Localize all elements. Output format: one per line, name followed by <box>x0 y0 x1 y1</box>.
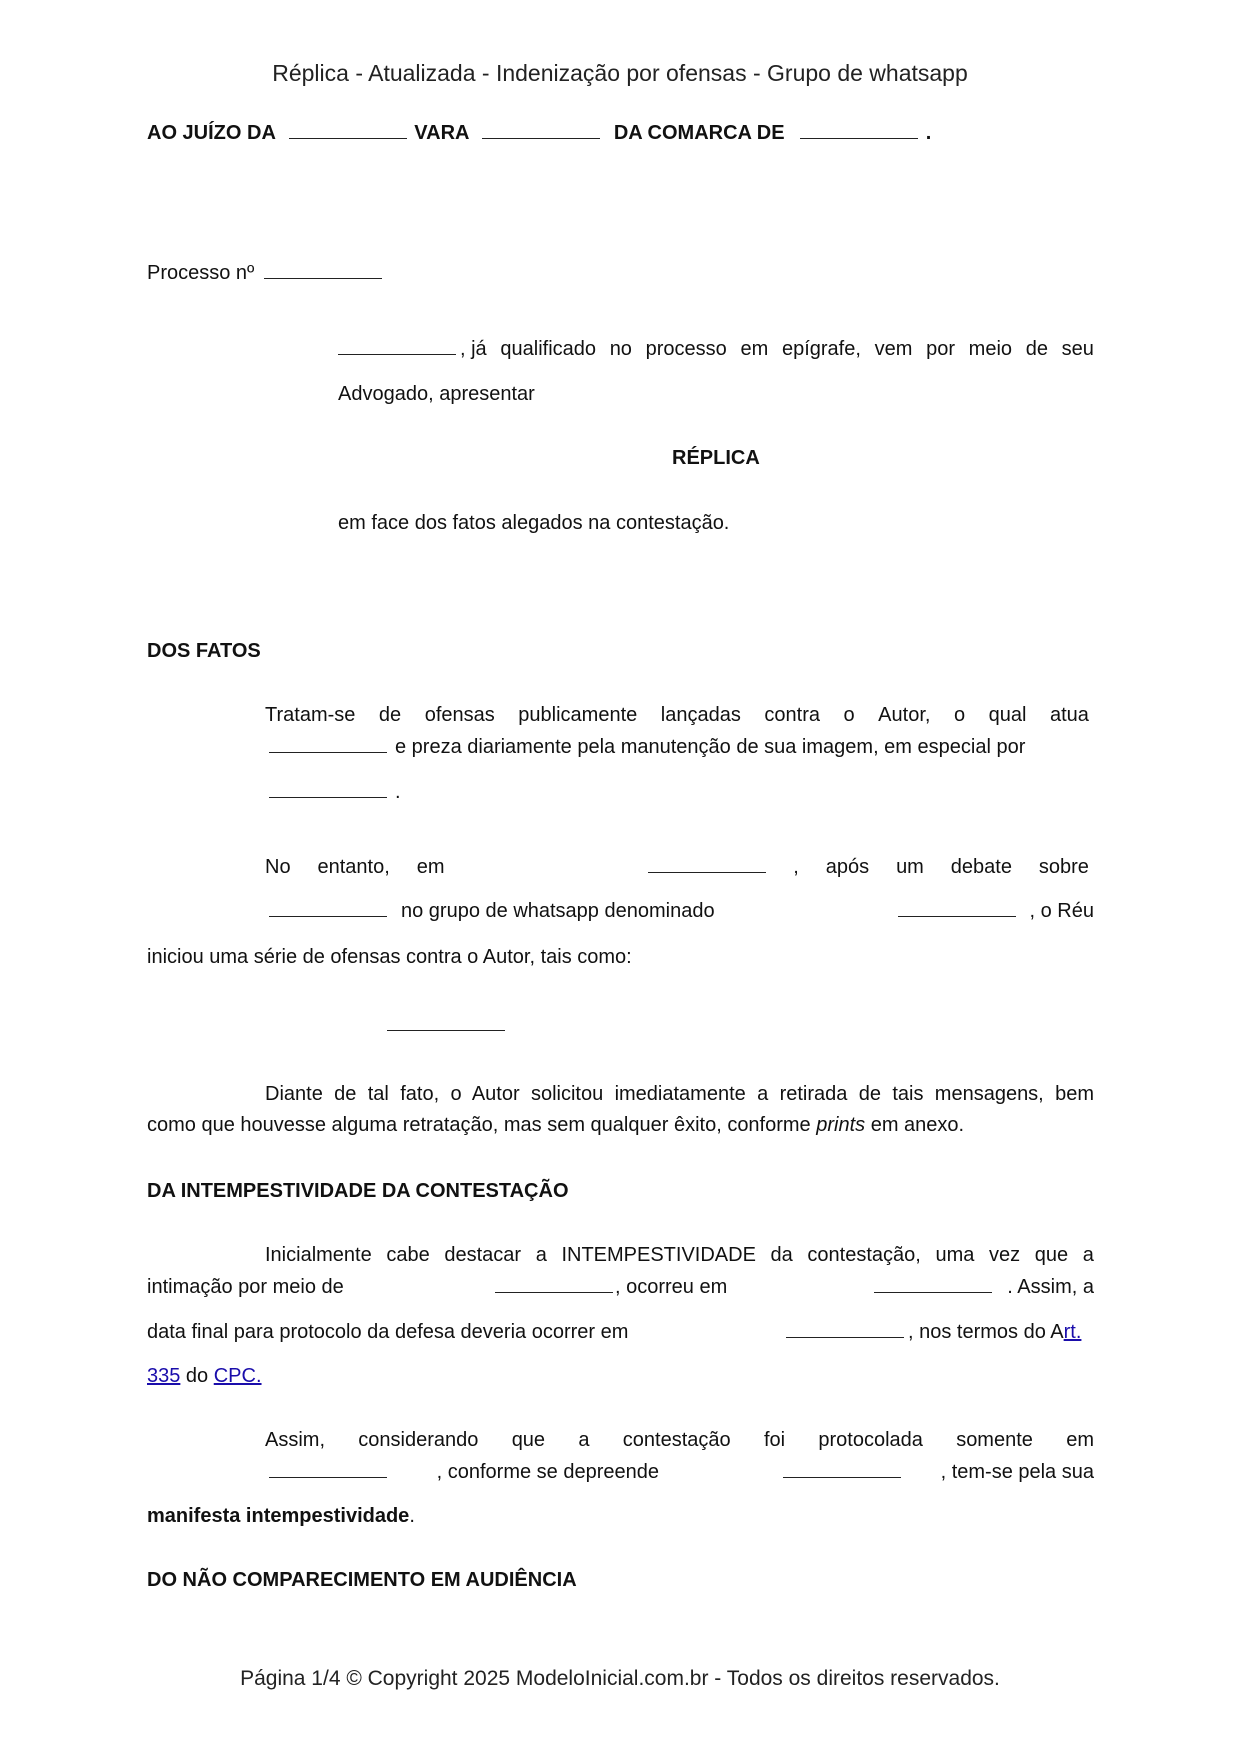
text: . <box>409 1505 415 1527</box>
text: em anexo. <box>865 1114 965 1136</box>
blank-field <box>898 901 1016 917</box>
blank-field <box>800 123 918 139</box>
intemp-p1-line-3-a: data final para protocolo da defesa deveria ocorrer em <box>147 1321 629 1343</box>
blank-field <box>786 1322 904 1338</box>
blank-field <box>783 1462 901 1478</box>
blank-field <box>264 263 382 279</box>
word: um <box>896 856 924 878</box>
word: o <box>953 704 966 726</box>
word: vez <box>989 1244 1021 1266</box>
intemp-p1-line-1 <box>265 1244 1094 1267</box>
word: entanto, <box>317 856 390 878</box>
text: e preza diariamente pela manutenção de sua imagem, em especial por <box>395 736 1026 758</box>
word: Autor, <box>878 704 931 726</box>
fatos-p2-line-2 <box>269 900 1094 923</box>
word: após <box>825 856 870 878</box>
text: , tem-se pela sua <box>940 1461 1094 1483</box>
fatos-p1-line-1 <box>265 704 1089 727</box>
blank-field <box>387 1030 505 1031</box>
intemp-p2-line-3 <box>147 1505 415 1528</box>
address-juizo: AO JUÍZO DA <box>147 122 276 144</box>
word: qualificado <box>500 338 596 360</box>
word: ofensas <box>424 704 495 726</box>
intemp-p2-line-2-a <box>269 1461 659 1484</box>
blank-field <box>269 901 387 917</box>
intro-line-1 <box>338 338 1094 361</box>
word: Assim, <box>265 1429 325 1451</box>
word: debate <box>950 856 1012 878</box>
document-title: RÉPLICA <box>672 447 760 469</box>
intro-line-2: Advogado, apresentar <box>338 383 535 405</box>
fatos-p1-line-3 <box>269 781 401 804</box>
address-comarca: DA COMARCA DE <box>613 122 785 144</box>
intemp-p1-line-4 <box>147 1365 262 1388</box>
fatos-p3-line-2 <box>147 1114 964 1137</box>
text: . <box>395 781 401 803</box>
blank-field <box>495 1277 613 1293</box>
word: Inicialmente <box>265 1244 372 1266</box>
section-heading-intempestividade: DA INTEMPESTIVIDADE DA CONTESTAÇÃO <box>147 1180 569 1202</box>
word: em <box>1066 1429 1094 1451</box>
intemp-p2-line-2-b <box>783 1461 1094 1484</box>
word: a <box>578 1429 590 1451</box>
processo-line <box>147 262 382 285</box>
word: contestação, <box>807 1244 921 1266</box>
address-line <box>147 122 931 145</box>
blank-field <box>269 1462 387 1478</box>
text: , o Réu <box>1029 900 1094 922</box>
fatos-p1-line-2 <box>269 736 1025 759</box>
section-heading-comparecimento: DO NÃO COMPARECIMENTO EM AUDIÊNCIA <box>147 1569 577 1591</box>
page-footer: Página 1/4 © Copyright 2025 ModeloInicial.com.br - Todos os direitos reservados. <box>240 1667 1000 1690</box>
word: a <box>1082 1244 1094 1266</box>
intro-line-3: em face dos fatos alegados na contestação. <box>338 512 730 534</box>
blank-field <box>269 737 387 753</box>
word: em <box>740 338 769 360</box>
processo-label: Processo nº <box>147 262 255 284</box>
word: , <box>793 856 799 878</box>
word: processo <box>645 338 727 360</box>
word: lançadas <box>660 704 741 726</box>
word: vem <box>874 338 913 360</box>
intemp-p1-line-2-c <box>874 1276 1094 1299</box>
word: atua <box>1049 704 1089 726</box>
word: No <box>265 856 291 878</box>
text: , conforme se depreende <box>436 1461 659 1483</box>
text: , nos termos do A <box>908 1321 1064 1343</box>
word: que <box>1034 1244 1069 1266</box>
text: do <box>180 1365 214 1387</box>
blank-field <box>289 123 407 139</box>
intemp-p1-line-3-b <box>786 1321 1081 1344</box>
blank-field <box>482 123 600 139</box>
word: da <box>770 1244 793 1266</box>
italic-text: prints <box>816 1114 866 1136</box>
word: cabe <box>386 1244 430 1266</box>
text: como que houvesse alguma retratação, mas sem qualquer êxito, conforme <box>147 1114 817 1136</box>
word: publicamente <box>518 704 638 726</box>
art-link[interactable]: rt. <box>1063 1321 1082 1343</box>
word: destacar <box>444 1244 522 1266</box>
blank-field <box>269 782 387 798</box>
word: somente <box>956 1429 1033 1451</box>
art-335-link[interactable]: 335 <box>147 1365 181 1387</box>
page-header: Réplica - Atualizada - Indenização por ofensas - Grupo de whatsapp <box>272 60 968 86</box>
word: por <box>926 338 955 360</box>
word: epígrafe, <box>781 338 861 360</box>
section-heading-fatos: DOS FATOS <box>147 640 261 662</box>
intemp-p2-line-1 <box>265 1429 1094 1452</box>
intemp-p1-line-2-a: intimação por meio de <box>147 1276 344 1298</box>
fatos-p2-line-3: iniciou uma série de ofensas contra o Autor, tais como: <box>147 946 632 968</box>
word: considerando <box>358 1429 479 1451</box>
word: no <box>609 338 632 360</box>
text: . Assim, a <box>1007 1276 1094 1298</box>
word: o <box>843 704 855 726</box>
text: no grupo de whatsapp denominado <box>401 900 715 922</box>
text: , ocorreu em <box>615 1276 728 1298</box>
address-end: . <box>925 122 932 144</box>
word: a <box>535 1244 547 1266</box>
word: qual <box>988 704 1027 726</box>
word: protocolada <box>818 1429 923 1451</box>
blank-field <box>648 857 766 873</box>
word: contra <box>764 704 820 726</box>
fatos-p2-line-1 <box>265 856 1089 879</box>
cpc-link[interactable]: CPC. <box>213 1365 262 1387</box>
blank-field <box>874 1277 992 1293</box>
word: Tratam-se <box>265 704 356 726</box>
address-vara: VARA <box>414 122 469 144</box>
fatos-p3-line-1: Diante de tal fato, o Autor solicitou imediatamente a retirada de tais mensagens, bem <box>265 1083 1094 1105</box>
word: meio <box>968 338 1013 360</box>
word: que <box>511 1429 546 1451</box>
intemp-p1-line-2-b <box>495 1276 727 1299</box>
word: de <box>378 704 402 726</box>
word: INTEMPESTIVIDADE <box>561 1244 756 1266</box>
word: sobre <box>1038 856 1089 878</box>
bold-text: manifesta intempestividade <box>147 1505 410 1527</box>
word: seu <box>1061 338 1094 360</box>
blank-field <box>338 339 456 355</box>
word: , já <box>460 338 487 360</box>
word: em <box>416 856 445 878</box>
word: contestação <box>622 1429 731 1451</box>
word: de <box>1025 338 1048 360</box>
word: foi <box>763 1429 786 1451</box>
word: uma <box>935 1244 975 1266</box>
